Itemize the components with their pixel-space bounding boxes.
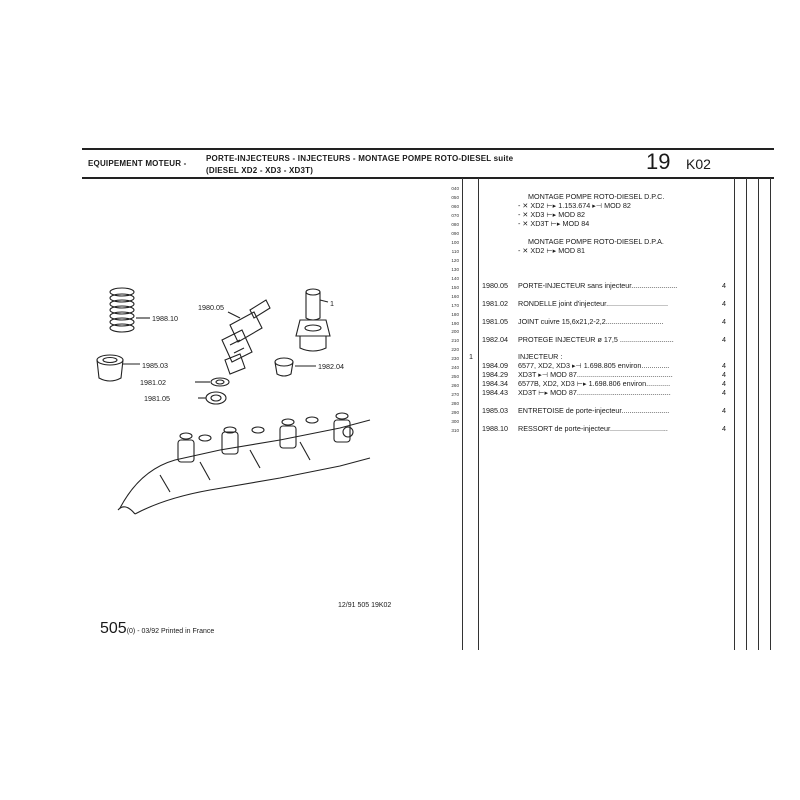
washer-drawing: [211, 378, 229, 386]
line-number: 140: [451, 276, 459, 281]
document-stamp: 12/91 505 19K02: [338, 602, 392, 609]
line-number: 220: [451, 347, 459, 352]
page-number: 19: [646, 149, 671, 174]
line-number: 150: [451, 285, 459, 290]
line-number: 110: [451, 249, 459, 254]
line-number: 050: [451, 195, 459, 200]
col-line-1: [462, 178, 463, 650]
part-ref: 1981.02: [482, 299, 508, 308]
col-line-2: [478, 178, 479, 650]
col-line-5: [758, 178, 759, 650]
part-ref: 1988.10: [482, 424, 508, 433]
line-number: 120: [451, 258, 459, 263]
part-qty: 4: [722, 299, 726, 308]
callout-spacer: 1985.03: [142, 361, 168, 370]
injector-holder-drawing: [222, 300, 270, 374]
line-number: 200: [451, 329, 459, 334]
line-number: 310: [451, 428, 459, 433]
header-bottom-rule: [82, 177, 774, 179]
header-title-line1: PORTE-INJECTEURS - INJECTEURS - MONTAGE POMPE ROTO-DIESEL suite: [206, 154, 514, 163]
injecteur-qty: 4: [722, 388, 726, 397]
montage-dpc-line: - ✕ XD3T ⊢▸ MOD 84: [518, 219, 590, 228]
part-desc: RESSORT de porte-injecteur.............................: [518, 424, 668, 433]
injecteur-qty: 4: [722, 379, 726, 388]
line-number: 130: [451, 267, 459, 272]
col-line-3: [734, 178, 735, 650]
part-desc: JOINT cuivre 15,6x21,2-2,2.............................: [518, 317, 664, 326]
callout-copper-joint: 1981.05: [144, 394, 170, 403]
footer-model: 505: [100, 620, 127, 637]
part-desc: PORTE-INJECTEUR sans injecteur.......................: [518, 281, 678, 290]
line-number: 180: [451, 312, 459, 317]
line-number: 300: [451, 419, 459, 424]
part-qty: 4: [722, 335, 726, 344]
injecteur-ref: 1984.34: [482, 379, 508, 388]
injecteur-qty: 4: [722, 361, 726, 370]
montage-dpa-title: MONTAGE POMPE ROTO-DIESEL D.P.A.: [528, 237, 664, 246]
copper-joint-drawing: [206, 392, 226, 404]
part-qty: 4: [722, 281, 726, 290]
line-number: 280: [451, 401, 459, 406]
spacer-drawing: [97, 355, 123, 381]
part-ref: 1981.05: [482, 317, 508, 326]
injecteur-ref: 1984.09: [482, 361, 508, 370]
part-ref: 1982.04: [482, 335, 508, 344]
injecteur-qty-marker: 1: [469, 352, 473, 361]
montage-dpc-line: - ✕ XD2 ⊢▸ 1.153.674 ▸⊣ MOD 82: [518, 201, 631, 210]
line-number: 230: [451, 356, 459, 361]
part-qty: 4: [722, 424, 726, 433]
col-line-4: [746, 178, 747, 650]
injecteur-desc: 6577, XD2, XD3 ▸⊣ 1.698.805 environ..............: [518, 361, 670, 370]
col-line-6: [770, 178, 771, 650]
copper-joint-drawing: [211, 395, 221, 401]
part-ref: 1985.03: [482, 406, 508, 415]
injecteur-desc: XD3T ⊢▸ MOD 87...............................................: [518, 388, 671, 397]
part-desc: PROTEGE INJECTEUR ø 17,5 ...........................: [518, 335, 674, 344]
nut-drawing: [296, 289, 330, 351]
line-number: 170: [451, 303, 459, 308]
part-desc: RONDELLE joint d'injecteur...............................: [518, 299, 668, 308]
injecteur-desc: 6577B, XD2, XD3 ⊢▸ 1.698.806 environ............: [518, 379, 671, 388]
montage-dpc-line: - ✕ XD3 ⊢▸ MOD 82: [518, 210, 586, 219]
spring-drawing: [110, 288, 134, 332]
line-number: 040: [451, 186, 459, 191]
line-number: 290: [451, 410, 459, 415]
section-label: EQUIPEMENT MOTEUR -: [88, 159, 187, 168]
callout-nut: 1: [330, 299, 334, 308]
injecteur-ref: 1984.29: [482, 370, 508, 379]
callout-injector-holder: 1980.05: [198, 303, 224, 312]
montage-dpc-title: MONTAGE POMPE ROTO-DIESEL D.P.C.: [528, 192, 665, 201]
injecteur-ref: 1984.43: [482, 388, 508, 397]
line-number: 080: [451, 222, 459, 227]
part-qty: 4: [722, 406, 726, 415]
cylinder-head-drawing: [118, 413, 370, 514]
line-number: 250: [451, 374, 459, 379]
exploded-parts-diagram: [80, 270, 440, 540]
injecteur-qty: 4: [722, 370, 726, 379]
line-number: 190: [451, 321, 459, 326]
header-title-line2: (DIESEL XD2 - XD3 - XD3T): [206, 166, 314, 175]
washer-drawing: [216, 380, 224, 384]
injecteur-desc: XD3T ▸⊣ MOD 87................................................: [518, 370, 673, 379]
line-number: 270: [451, 392, 459, 397]
line-number: 090: [451, 231, 459, 236]
footer-edition: (0) - 03/92 Printed in France: [126, 628, 215, 635]
part-desc: ENTRETOISE de porte-injecteur........................: [518, 406, 670, 415]
line-number: 060: [451, 204, 459, 209]
line-number: 240: [451, 365, 459, 370]
part-ref: 1980.05: [482, 281, 508, 290]
callout-spring: 1988.10: [152, 314, 178, 323]
callout-washer: 1981.02: [140, 378, 166, 387]
line-number: 160: [451, 294, 459, 299]
callout-protector: 1982.04: [318, 362, 344, 371]
line-number: 260: [451, 383, 459, 388]
line-number: 100: [451, 240, 459, 245]
injector-protector-drawing: [275, 358, 293, 376]
line-number: 210: [451, 338, 459, 343]
footer: [100, 620, 214, 638]
page-code: K02: [686, 156, 711, 172]
injecteur-title: INJECTEUR :: [518, 352, 563, 361]
part-qty: 4: [722, 317, 726, 326]
montage-dpa-line: - ✕ XD2 ⊢▸ MOD 81: [518, 246, 586, 255]
line-number: 070: [451, 213, 459, 218]
